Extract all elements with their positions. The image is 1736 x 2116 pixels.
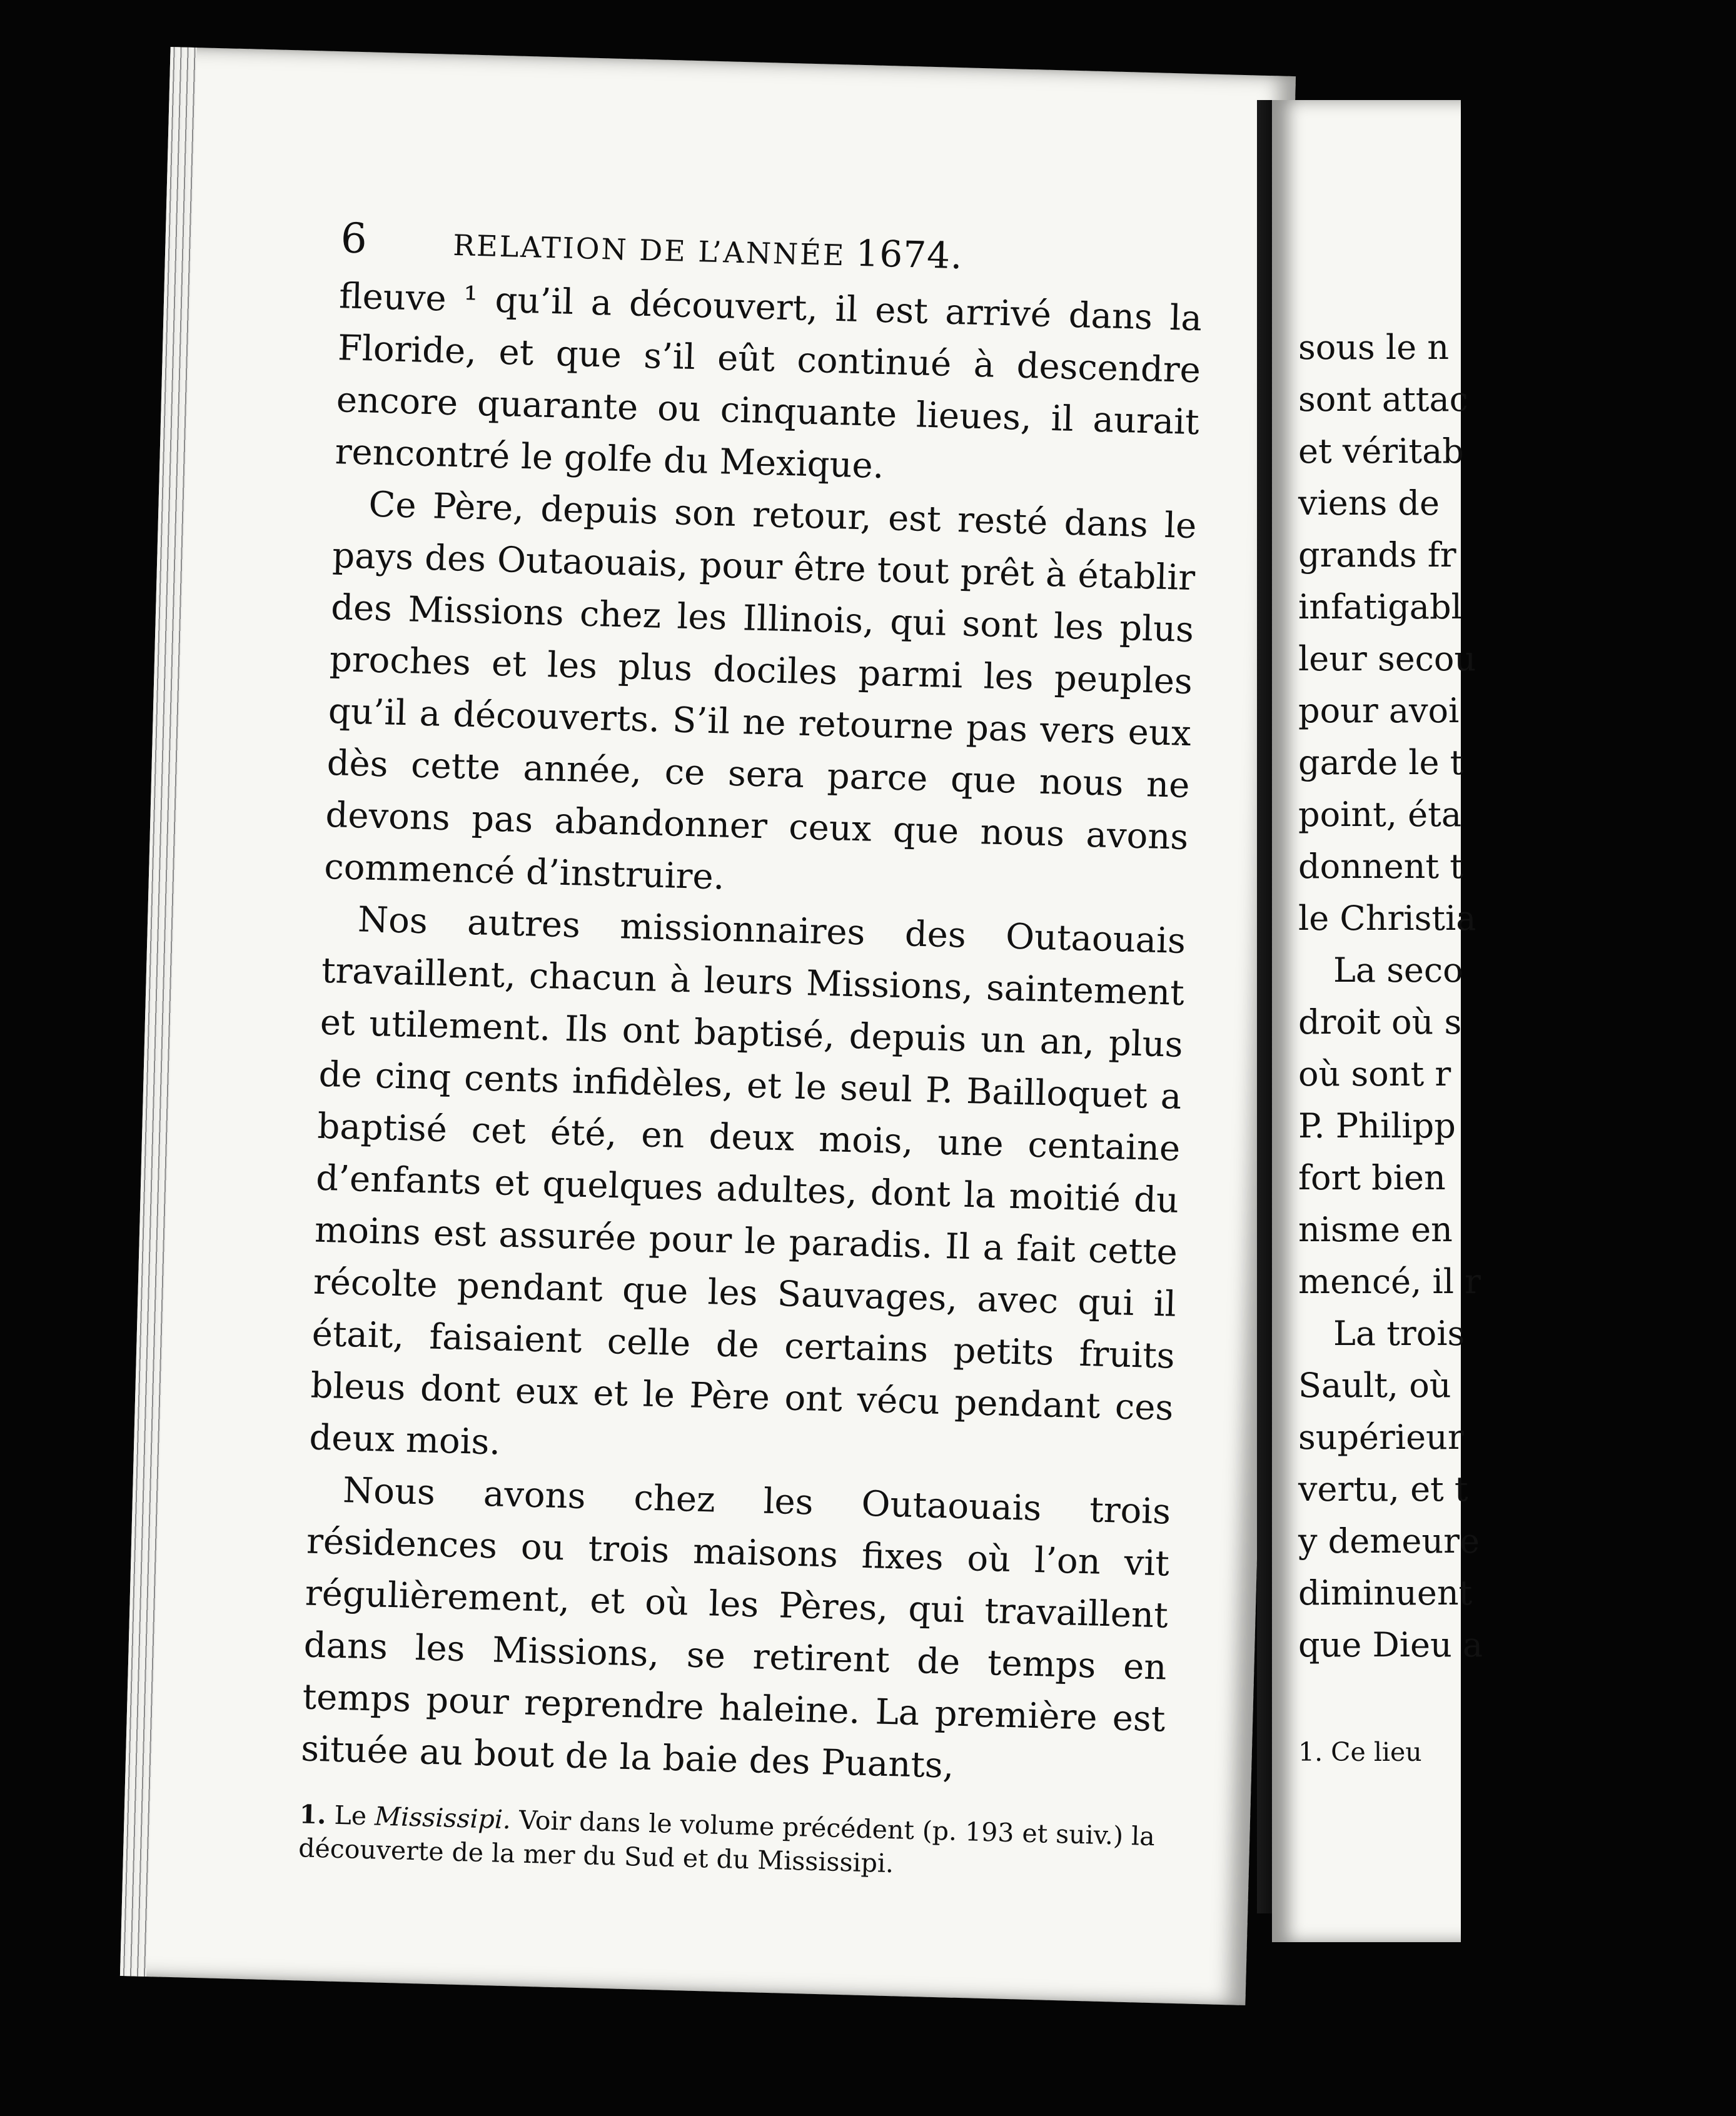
body-text: [300, 270, 1203, 1797]
text-line: Sault, où: [1298, 1366, 1451, 1405]
text-line: y demeure: [1298, 1521, 1480, 1561]
left-book-page: [120, 47, 1296, 2005]
text-line: mencé, il r: [1298, 1262, 1481, 1301]
text-line: La seco: [1333, 950, 1463, 990]
text-line: garde le t: [1298, 743, 1464, 782]
running-year: 1674.: [855, 231, 964, 278]
text-line: droit où s: [1298, 1002, 1462, 1042]
text-line: viens de: [1298, 483, 1440, 523]
text-line: le Christia: [1298, 899, 1476, 938]
text-line: donnent t: [1298, 847, 1463, 886]
text-line: et véritab: [1298, 431, 1464, 471]
text-line: nisme en: [1298, 1210, 1453, 1249]
text-line: point, éta: [1298, 795, 1462, 834]
text-line: sous le n: [1298, 328, 1450, 367]
right-book-page: [1272, 100, 1483, 1942]
page-number: 6: [340, 214, 368, 263]
left-page-content: [298, 214, 1204, 1887]
text-line: sont attac: [1298, 380, 1468, 419]
text-line: fort bien: [1298, 1158, 1446, 1197]
text-line: leur secou: [1298, 639, 1476, 678]
right-footnote: 1. Ce lieu: [1298, 1737, 1422, 1767]
text-line: où sont r: [1298, 1054, 1451, 1094]
text-line: La trois: [1333, 1314, 1465, 1353]
text-line: infatigabl: [1298, 587, 1462, 627]
text-line: supérieur: [1298, 1418, 1464, 1457]
paragraph: Ce Père, depuis son retour, est resté dans le pays des Outaouais, pour être tout prêt à établir des Missions chez les Illinois, qui sont les plus proches et les plus dociles parmi les peuples qu’il a découverts. S’il ne retourne pas vers eux dès cette année, ce sera parce que nous ne devons pas abandonner ceux que nous avons commencé d’instruire.: [323, 484, 1198, 898]
text-line: grands fr: [1298, 535, 1456, 575]
text-line: pour avoi: [1298, 691, 1460, 730]
right-page-content: [1298, 321, 1736, 1671]
footnote-text: Voir dans le volume précédent (p. 193 et suiv.) la découverte de la mer du Sud et du Mississipi.: [298, 1805, 1156, 1879]
footnote-lead: Le: [333, 1800, 367, 1831]
footnote-number: 1.: [299, 1799, 327, 1830]
paragraph: fleuve ¹ qu’il a découvert, il est arrivé dans la Floride, et que s’il eût continué à descendre encore quarante ou cinquante lieues, il aurait rencontré le golfe du Mexique.: [334, 276, 1203, 487]
paragraph: Nos autres missionnaires des Outaouais travaillent, chacun à leurs Missions, saintement et utilement. Ils ont baptisé, depuis un an, plus de cinq cents infidèles, et le seul P. Bailloquet a baptisé cet été, en deux mois, une centaine d’enfants et quelques adultes, dont la moitié du moins est assurée pour le paradis. Il a fait cette récolte pendant que les Sauvages, avec qui il était, faisaient celle de certains petits fruits bleus dont eux et le Père ont vécu pendant ces deux mois.: [308, 899, 1186, 1463]
text-line: vertu, et t: [1298, 1469, 1468, 1509]
footnote: [298, 1797, 1163, 1887]
text-line: diminuent: [1298, 1573, 1473, 1613]
page-edges: [120, 47, 197, 1977]
text-line: P. Philipp: [1298, 1106, 1456, 1146]
text-line: que Dieu a: [1298, 1625, 1483, 1665]
running-title: RELATION DE L’ANNÉE: [452, 228, 847, 273]
footnote-term: Mississipi.: [374, 1801, 512, 1835]
paragraph: Nous avons chez les Outaouais trois résidences ou trois maisons fixes où l’on vit régulièrement, et où les Pères, qui travaillent dans les Missions, se retirent de temps en temps pour reprendre haleine. La première est située au bout de la baie des Puants,: [300, 1469, 1171, 1786]
